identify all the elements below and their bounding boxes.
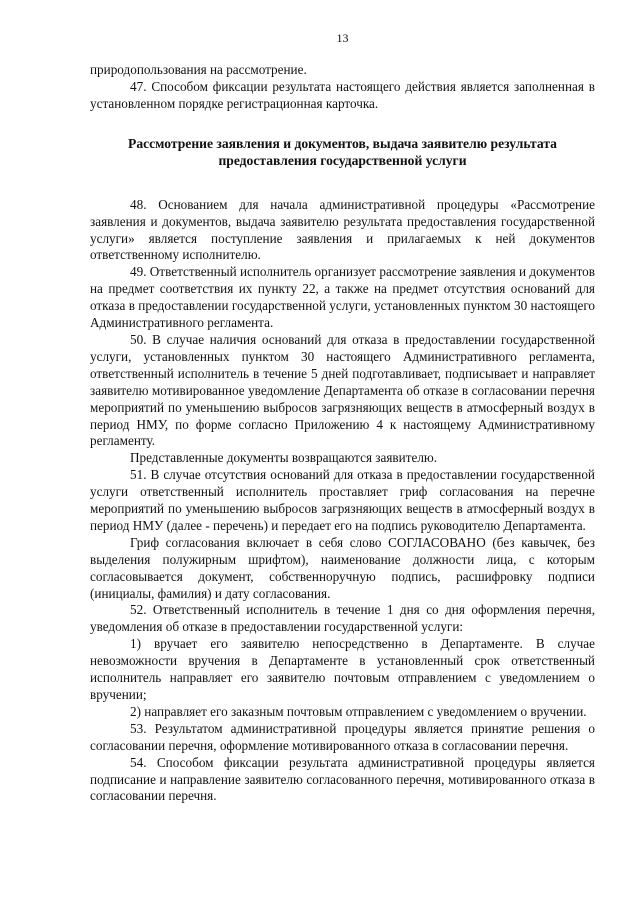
paragraph-50-note: Представленные документы возвращаются заявителю. [130, 450, 438, 466]
paragraph-51: 51. В случае отсутствия оснований для отказа в предоставлении государственной услуги ответственный исполнитель проставляет гриф согласования на перечне мероприятий по уменьшению выбросов загрязняющих веществ в атмосферный воздух в период НМУ (далее - перечень) и передает его на подпись руководителю Департамента. [90, 467, 595, 533]
document-page [90, 30, 595, 805]
paragraph-53: 53. Результатом административной процедуры является принятие решения о согласовании перечня, оформление мотивированного отказа в согласовании перечня. [90, 720, 595, 753]
paragraph-47: 47. Способом фиксации результата настоящего действия является заполненная в установленном порядке регистрационная карточка. [90, 78, 595, 111]
paragraph-52-item-1: 1) вручает его заявителю непосредственно в Департаменте. В случае невозможности вручения в Департаменте в установленный срок ответственный исполнитель направляет его заявителю почтовым отправлением с уведомлением о вручении; [90, 636, 595, 702]
page-number: 13 [336, 31, 349, 45]
paragraph-continuation: природопользования на рассмотрение. [90, 62, 307, 77]
paragraph-52: 52. Ответственный исполнитель в течение 1 дня со дня оформления перечня, уведомления об отказе в предоставлении государственной услуги: [90, 602, 595, 635]
paragraph-48: 48. Основанием для начала административной процедуры «Рассмотрение заявления и документов, выдача заявителю результата предоставления государственной услуги» является поступление заявления и прилагаемых к ней документов ответственному исполнителю. [90, 196, 595, 263]
paragraph-54: 54. Способом фиксации результата административной процедуры является подписание и направление заявителю согласованного перечня, мотивированного отказа в согласовании перечня. [90, 754, 595, 804]
section-heading-line-1: Рассмотрение заявления и документов, выдача заявителю результата [128, 135, 557, 151]
paragraph-51-stamp: Гриф согласования включает в себя слово СОГЛАСОВАНО (без кавычек, без выделения полужирным шрифтом), наименование должности лица, с которым согласовывается документ, собственноручную подпись, расшифровку подписи (инициалы, фамилия) и дату согласования. [90, 534, 595, 601]
section-heading [90, 135, 595, 169]
paragraph-49: 49. Ответственный исполнитель организует рассмотрение заявления и документов на предмет соответствия их пункту 22, а также на предмет отсутствия оснований для отказа в предоставлении государственной услуги, установленных пунктом 30 настоящего Административного регламента. [90, 264, 595, 331]
section-heading-line-2: предоставления государственной услуги [218, 152, 467, 168]
paragraph-50: 50. В случае наличия оснований для отказа в предоставлении государственной услуги, установленных пунктом 30 настоящего Административного регламента, ответственный исполнитель в течение 5 дней подготавливает, подписывает и направляет заявителю мотивированное уведомление Департамента об отказе в согласовании перечня мероприятий по уменьшению выбросов загрязняющих веществ в атмосферный воздух в период НМУ, по форме согласно Приложению 4 к настоящему Административному регламенту. [90, 331, 595, 449]
paragraph-52-item-2: 2) направляет его заказным почтовым отправлением с уведомлением о вручении. [130, 703, 587, 719]
